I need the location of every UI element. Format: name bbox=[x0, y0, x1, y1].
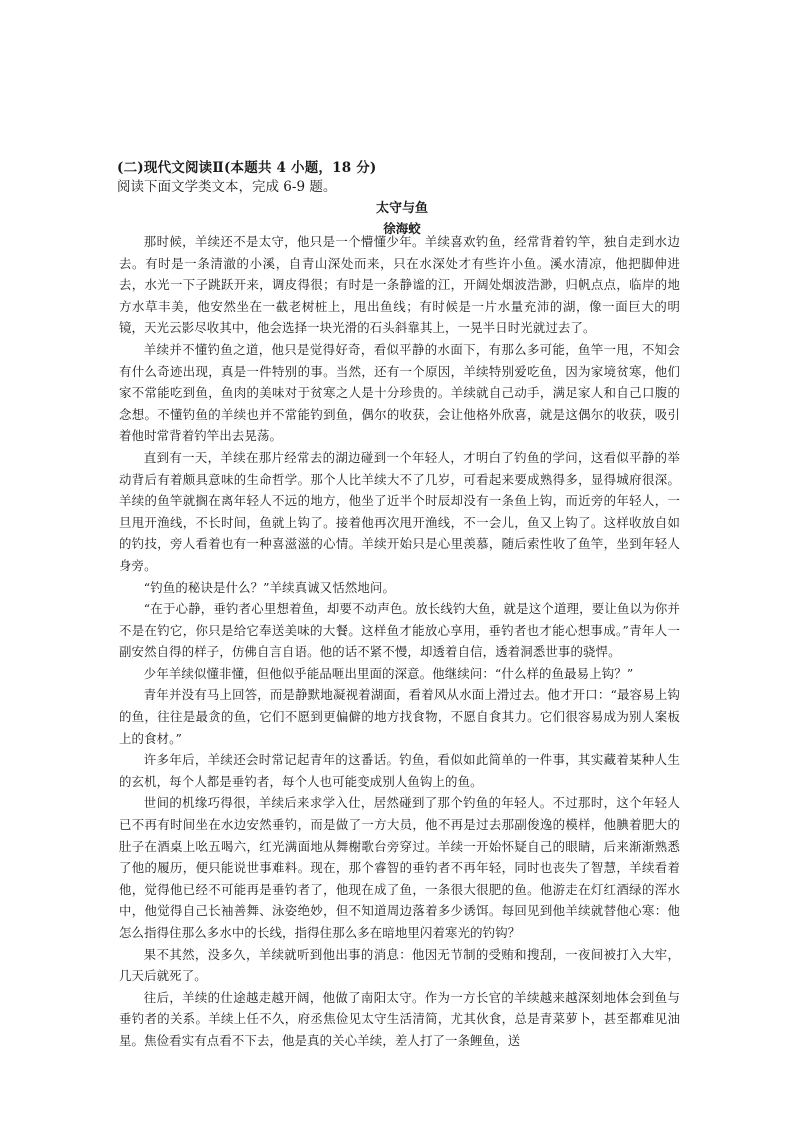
paragraph: 直到有一天，羊续在那片经常去的湖边碰到一个年轻人，才明白了钓鱼的学问，这看似平静的举动背后有着颇具意味的生命哲学。那个人比羊续大不了几岁，可看起来要成熟得多，显得城府很深。羊续的鱼竿就搁在离年轻人不远的地方，他坐了近半个时辰却没有一条鱼上钩，而近旁的年轻人，一旦甩开渔线，不长时间，鱼就上钩了。接着他再次甩开渔线，不一会儿，鱼又上钩了。这样收放自如的钓技，旁人看着也有一种喜滋滋的心情。羊续开始只是心里羡慕，随后索性收了鱼竿，坐到年轻人身旁。 bbox=[119, 449, 680, 573]
paragraph: 果不其然，没多久，羊续就听到他出事的消息：他因无节制的受贿和搜刮，一夜间被打入大牢，几天后就死了。 bbox=[119, 946, 680, 984]
paragraph: 那时候，羊续还不是太守，他只是一个懵懂少年。羊续喜欢钓鱼，经常背着钓竿，独自走到水边去。有时是一条清澈的小溪，自青山深处而来，只在水深处才有些许小鱼。溪水清凉，他把脚伸进去，水光一下子跳跃开来，调皮得很；有时是一条静谧的江，开阔处烟波浩渺，归帆点点，临岸的地方水草丰美，他安然坐在一截老树桩上，甩出鱼线；有时候是一片水量充沛的湖，像一面巨大的明镜，天光云影尽收其中，他会选择一块光滑的石头斜靠其上，一晃半日时光就过去了。 bbox=[119, 234, 680, 336]
section-title: (二)现代文阅读Ⅱ(本题共 4 小题，18 分) bbox=[117, 160, 377, 176]
header bbox=[117, 158, 687, 239]
paragraph: 许多年后，羊续还会时常记起青年的这番话。钓鱼，看似如此简单的一件事，其实藏着某种人生的玄机，每个人都是垂钓者，每个人也可能变成别人鱼钩上的鱼。 bbox=[119, 752, 680, 789]
paragraph: 少年羊续似懂非懂，但他似乎能品咂出里面的深意。他继续问：“什么样的鱼最易上钩？” bbox=[143, 665, 634, 681]
story-title: 太守与鱼 bbox=[375, 201, 428, 216]
paragraph: 世间的机缘巧得很，羊续后来求学入仕，居然碰到了那个钓鱼的年轻人。不过那时，这个年轻人已不再有时间坐在水边安然垂钓，而是做了一方大员，他不再是过去那副俊逸的模样，他腆着肥大的肚子在酒桌上吆五喝六，红光满面地从舞榭歌台旁穿过。羊续一开始怀疑自己的眼睛，后来渐渐熟悉了他的履历，便只能说世事难料。现在，那个睿智的垂钓者不再年轻，同时也丧失了智慧，羊续看着他，觉得他已经不可能再是垂钓者了，他现在成了鱼，一条很大很肥的鱼。他游走在灯红酒绿的浑水中，他觉得自己长袖善舞、泳姿绝妙，但不知道周边落着多少诱饵。每回见到他羊续就替他心寒：他怎么指得住那么多水中的长线，指得住那么多在暗地里闪着寒光的钓钩？ bbox=[119, 795, 680, 940]
story-body bbox=[119, 231, 680, 1052]
paragraph: “在于心静，垂钓者心里想着鱼，却要不动声色。放长线钓大鱼，就是这个道理，要让鱼以为你并不是在钓它，你只是给它奉送美味的大餐。这样鱼才能放心享用，垂钓者也才能心想事成。”青年人一副安然自得的样子，仿佛自言自语。他的话不紧不慢，却透着自信，透着洞悉世事的骁悍。 bbox=[119, 601, 680, 660]
paragraph: 青年并没有马上回答，而是静默地凝视着湖面，看着风从水面上滑过去。他才开口：“最容易上钩的鱼，往往是最贪的鱼，它们不愿到更偏僻的地方找食物，不愿自食其力。它们很容易成为别人案板上的食材。” bbox=[119, 687, 680, 746]
paragraph: 羊续并不懂钓鱼之道，他只是觉得好奇，看似平静的水面下，有那么多可能，鱼竿一甩，不知会有什么奇迹出现，真是一件特别的事。当然，还有一个原因，羊续特别爱吃鱼，因为家境贫寒，他们家不常能吃到鱼，鱼肉的美味对于贫寒之人是十分珍贵的。羊续就自己动手，满足家人和自己口腹的念想。不懂钓鱼的羊续也并不常能钓到鱼，偶尔的收获，会让他格外欣喜，就是这偶尔的收获，吸引着他时常背着钓竿出去晃荡。 bbox=[119, 341, 680, 444]
instruction-text: 阅读下面文学类文本，完成 6-9 题。 bbox=[117, 179, 337, 195]
paragraph: “钓鱼的秘诀是什么？”羊续真诚又恬然地问。 bbox=[143, 579, 396, 595]
author-name: 徐海蛟 bbox=[383, 221, 421, 236]
paragraph: 往后，羊续的仕途越走越开阔，他做了南阳太守。作为一方长官的羊续越来越深刻地体会到鱼与垂钓者的关系。羊续上任不久，府丞焦俭见太守生活清简，尤其伙食，总是青菜萝卜，甚至都难见油星。焦俭看实有点看不下去，他是真的关心羊续，差人打了一条鲤鱼，送 bbox=[119, 989, 680, 1048]
